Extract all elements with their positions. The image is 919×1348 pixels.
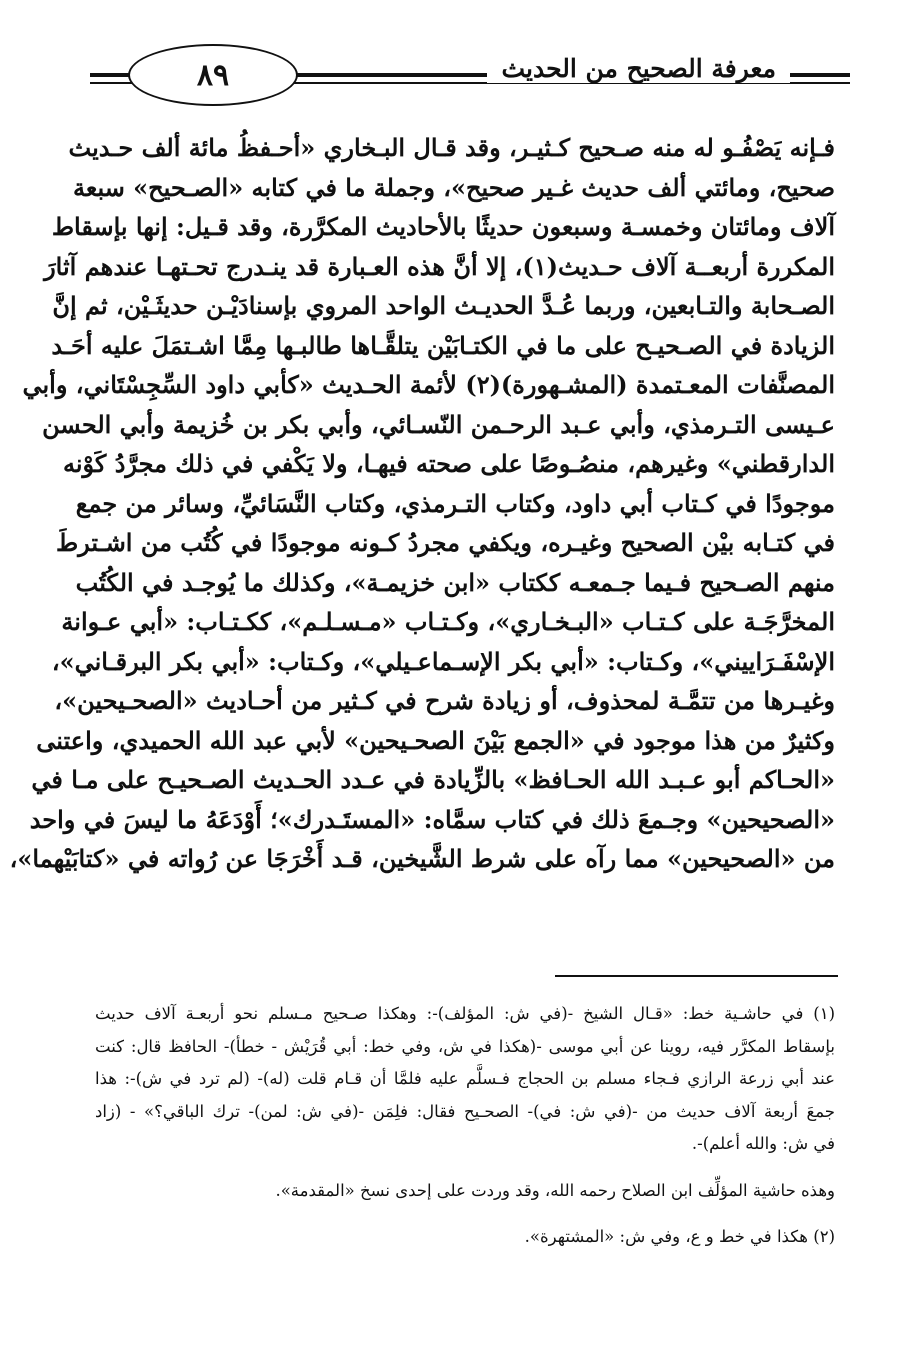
- page-header: [80, 38, 850, 113]
- text-line: موجودًا في كـتاب أبي داود، وكتاب التـرمذي، وكتاب النَّسَائيِّ، وسائر من جمع: [75, 488, 835, 518]
- footnote-separator: [555, 975, 838, 977]
- text-line: المخرَّجَـة على كـتـاب «البـخـاري»، وكـتـاب «مـسـلـم»، ككـتـاب: «أبي عـوانة: [61, 607, 835, 636]
- text-line: الدارقطني» وغيرهم، منصُـوصًا على صحته فيهـا، ولا يَكْفي في ذلك مجرَّدُ كَوْنه: [62, 449, 835, 478]
- footnote-1-line: في ش: والله أعلم)-.: [691, 1134, 835, 1153]
- text-line: فـإنه يَصْفُـو له منه صـحيح كـثيـر، وقد قـال البـخاري «أحـفظُ مائة ألف حـديث: [68, 133, 835, 162]
- footnote-1-line: (١) في حاشـية خط: «قـال الشيخ -(في ش: المؤلف)-: وهكذا صـحيح مـسلم نحو أربعـة آلاف حديث: [95, 1004, 835, 1023]
- text-line: عـيسى التـرمذي، وأبي عـبد الرحـمن النّسـائي، وأبي بكر بن خُزيمة وأبي الحسن: [42, 409, 835, 439]
- text-line: «الحـاكم أبو عـبـد الله الحـافظ» بالزِّيادة في عـدد الحـديث الصـحيـح على مـا في: [31, 765, 835, 794]
- text-line: في كتـابه بيْن الصحيح وغيـره، ويكفي مجردُ كـونه موجودًا في كُتُب من اشـترطَ: [55, 528, 835, 557]
- text-line: الإسْفَـرَاييني»، وكـتاب: «أبي بكر الإسـماعـيلي»، وكـتاب: «أبي بكر البرقـاني»،: [51, 646, 835, 676]
- text-line: الصـحابة والتـابعين، وربما عُـدَّ الحديـث الواحد المروي بإسنادَيْـن حديثَـيْن، ثم إنَّ: [52, 291, 835, 320]
- text-line: المصنَّفات المعـتمدة (المشـهورة)(٢) لأئمة الحـديث «كأبي داود السِّجِسْتَاني، وأبي: [22, 370, 835, 399]
- footnotes: [95, 998, 835, 1254]
- text-line: المكررة أربعــة آلاف حـديث(١)، إلا أنَّ هذه العـبارة قد ينـدرج تحـتهـا عندهم آثارَ: [44, 251, 835, 281]
- footnote-1-author-note: وهذه حاشية المؤلِّف ابن الصلاح رحمه الله، وقد وردت على إحدى نسخ «المقدمة».: [275, 1180, 835, 1200]
- main-text: [9, 128, 835, 879]
- text-line: وكثيرٌ من هذا موجود في «الجمع بَيْنَ الصحـيحين» لأبي عبد الله الحميدي، واعتنى: [36, 725, 835, 755]
- footnote-1-line: عند أبي زرعة الرازي فـجاء مسلم بن الحجاج فـسلَّم عليه فلمَّا أن قـام قلت (له)- (لم ترد في ش)-: هذا: [95, 1069, 835, 1088]
- text-line: وغيـرها من تتمَّـة لمحذوف، أو زيادة شرح في كـثير من أحـاديث «الصحـيحين»،: [54, 686, 835, 715]
- text-line: من «الصحيحين» مما رآه على شرط الشَّيخين، قـد أَخْرَجَا عن رُواته في «كتابَيْهما»،: [9, 844, 835, 873]
- text-line: صحيح، ومائتي ألف حديث غـير صحيح»، وجملة ما في كتابه «الصـحيح» سبعة: [73, 172, 835, 202]
- footnote-2: (٢) هكذا في خط و ع، وفي ش: «المشتهرة».: [524, 1227, 835, 1246]
- text-line: الزيادة في الصـحيـح على ما في الكتـابَيْن يتلقَّـاها طالبـها مِمَّا اشـتمَلَ عليه أحَـد: [51, 330, 835, 360]
- footnote-1-line: جمعَ أربعة آلاف حديث من -(في ش: في)- الصحـيح فقال: فلِمَن -(في ش: لمن)- ترك الباقي؟» - (زاد: [95, 1101, 835, 1121]
- footnote-1-line: بإسقاط المكرَّر فيه، روينا عن أبي موسى -(هكذا في ش، وفي خط: أبي قُرَيْش - خطأ)- الحافظ قال: كنت: [95, 1036, 835, 1056]
- page-number: ٨٩: [128, 44, 298, 106]
- running-title: معرفة الصحيح من الحديث: [487, 54, 790, 83]
- text-line: آلاف ومائتان وخمسـة وسبعون حديثًا بالأحاديث المكرَّرة، وقد قـيل: إنها بإسقاط: [51, 212, 835, 241]
- text-line: منهم الصـحيح فـيما جـمعـه ككتاب «ابن خزيمـة»، وكذلك ما يُوجـد في الكُتُب: [75, 567, 835, 597]
- text-line: «الصحيحين» وجـمعَ ذلك في كتاب سمَّاه: «المستَـدرك»؛ أَوْدَعَهُ ما ليسَ في واحد: [29, 804, 835, 834]
